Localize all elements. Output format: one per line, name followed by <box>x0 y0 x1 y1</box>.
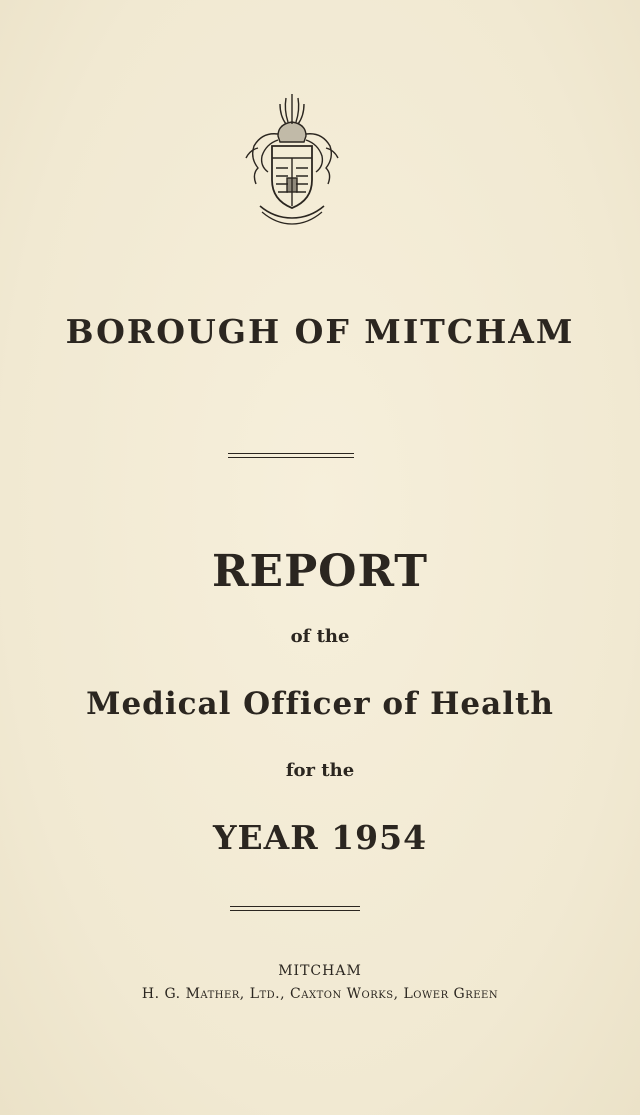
borough-title: BOROUGH OF MITCHAM <box>65 312 575 351</box>
divider-top <box>228 453 354 454</box>
report-year: YEAR 1954 <box>212 818 428 857</box>
divider-bottom <box>230 906 360 907</box>
borough-crest-icon <box>240 88 344 228</box>
officer-title: Medical Officer of Health <box>86 686 554 722</box>
place-name: MITCHAM <box>278 963 362 979</box>
divider-top-second <box>228 457 354 458</box>
printer-imprint: H. G. Mather, Ltd., Caxton Works, Lower Green <box>141 986 499 1002</box>
divider-bottom-second <box>230 910 360 911</box>
of-the-text: of the <box>290 626 350 647</box>
for-the-text: for the <box>285 760 355 781</box>
report-heading: REPORT <box>211 546 429 597</box>
